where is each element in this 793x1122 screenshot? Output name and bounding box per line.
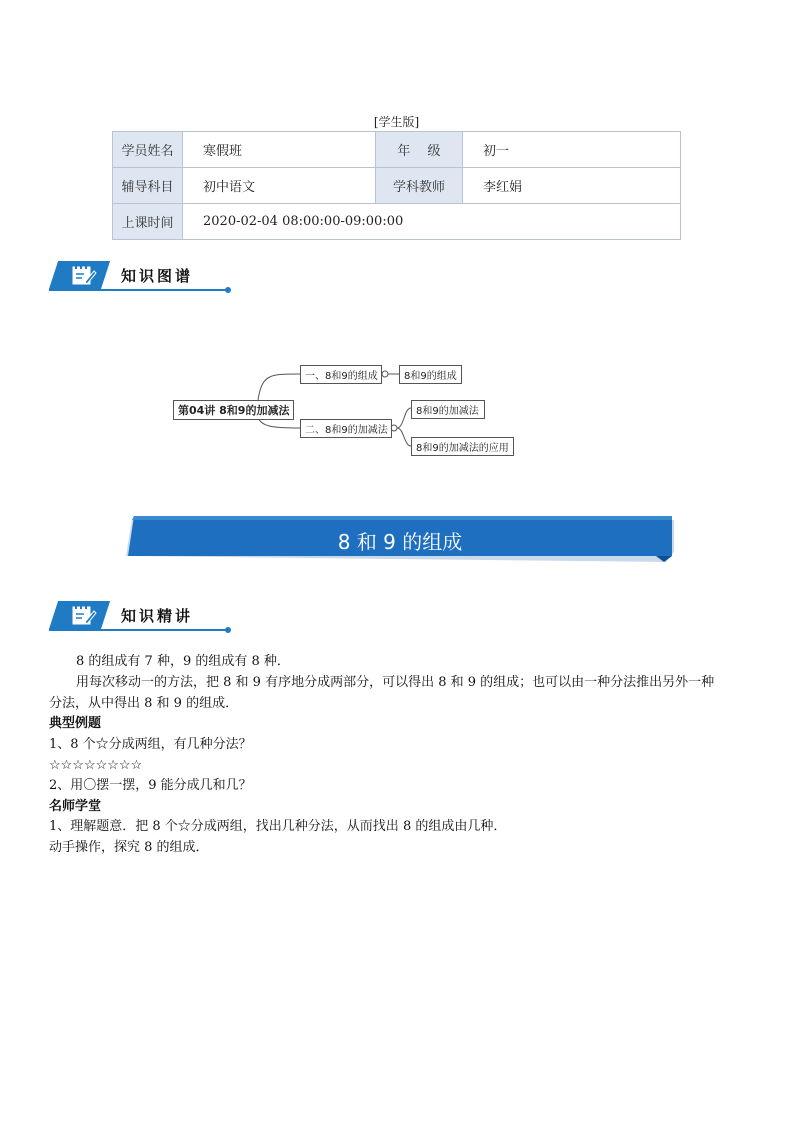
paragraph-1: 8 的组成有 7 种，9 的组成有 8 种． (76, 654, 290, 669)
paragraph-2-line-2: 分法，从中得出 8 和 9 的组成． (49, 696, 239, 711)
student-name-label: 学员姓名 (113, 132, 183, 168)
student-info-table (112, 131, 681, 240)
examples-heading: 典型例题 (49, 716, 102, 731)
paragraph-2-line-1: 用每次移动一的方法，把 8 和 9 有序地分成两部分，可以得出 8 和 9 的组成；也可以由一种分法推出另外一种 (76, 675, 715, 690)
teacher-heading: 名师学堂 (49, 799, 102, 814)
teacher-point-2: 动手操作，探究 8 的组成． (49, 840, 209, 855)
mind-map-branch-2: 二、8和9的加减法 (300, 419, 392, 438)
mind-map-branch-1: 一、8和9的组成 (300, 365, 382, 384)
section-underline (49, 289, 227, 291)
section-underline-dot (225, 627, 231, 633)
subject-label: 辅导科目 (113, 168, 183, 204)
question-1: 1、8 个☆分成两组，有几种分法？ (49, 737, 252, 752)
mind-map-branch-2-child-2: 8和9的加减法的应用 (411, 437, 514, 456)
grade-label: 年 级 (376, 132, 463, 168)
class-time-value: 2020-02-04 08:00:00-09:00:00 (183, 204, 681, 240)
student-name-value: 寒假班 (183, 132, 376, 168)
section-underline (49, 629, 227, 631)
topic-banner (126, 516, 674, 562)
notepad-pencil-icon (71, 604, 97, 630)
section-underline-dot (225, 287, 231, 293)
class-time-label: 上课时间 (113, 204, 183, 240)
mind-map-root: 第04讲 8和9的加减法 (173, 400, 294, 420)
stars-row: ☆☆☆☆☆☆☆☆ (49, 758, 143, 773)
banner-title: 8 和 9 的组成 (337, 530, 463, 554)
section-header-knowledge-explanation (49, 601, 231, 635)
mind-map-branch-2-child-1: 8和9的加减法 (411, 400, 485, 419)
section-header-knowledge-map (49, 261, 231, 295)
teacher-value: 李红娟 (463, 168, 681, 204)
section-title: 知识精讲 (121, 607, 194, 625)
edition-label: [学生版] (373, 115, 420, 129)
grade-value: 初一 (463, 132, 681, 168)
subject-value: 初中语文 (183, 168, 376, 204)
mind-map-branch-1-child: 8和9的组成 (399, 365, 462, 384)
teacher-point-1: 1、理解题意．把 8 个☆分成两组，找出几种分法，从而找出 8 的组成由几种． (49, 819, 507, 834)
teacher-label: 学科教师 (376, 168, 463, 204)
question-2: 2、用〇摆一摆，9 能分成几和几？ (49, 778, 252, 793)
section-title: 知识图谱 (121, 267, 194, 285)
notepad-pencil-icon (71, 264, 97, 290)
